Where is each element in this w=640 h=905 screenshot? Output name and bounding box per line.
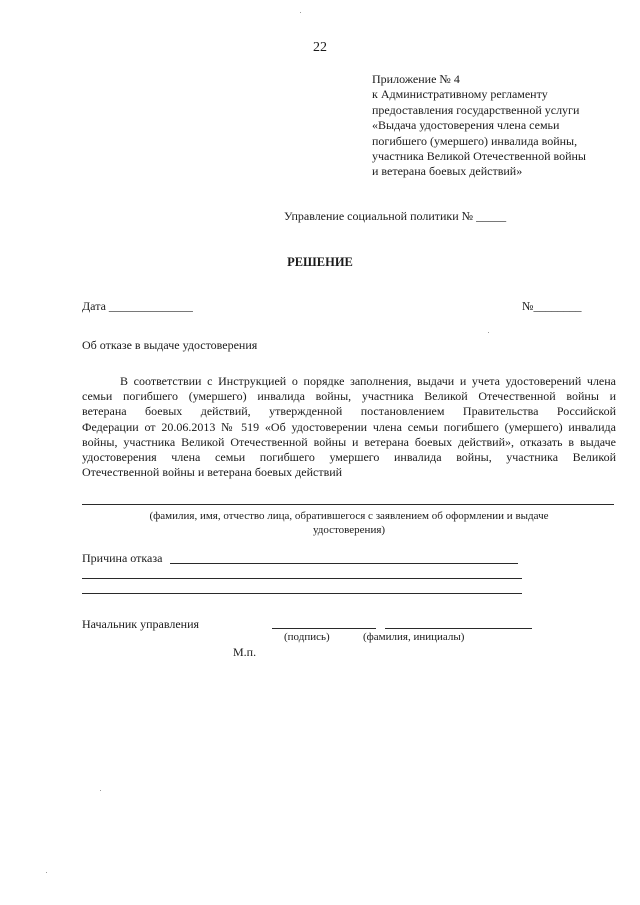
- applicant-name-caption: [82, 509, 616, 537]
- scan-speck: [300, 12, 301, 13]
- stamp-placeholder: М.п.: [233, 645, 257, 659]
- body-line: Отечественной войны и ветерана боевых действий: [82, 465, 343, 480]
- refusal-reason-label: Причина отказа: [82, 551, 163, 565]
- signature-line: [272, 628, 376, 629]
- scan-speck: [46, 872, 47, 873]
- appendix-line: предоставления государственной услуги: [372, 102, 580, 117]
- number-field: №________: [522, 299, 582, 313]
- signature-caption: (подпись): [284, 631, 330, 643]
- appendix-line: Приложение № 4: [372, 72, 460, 86]
- body-line: Федерации от 20.06.2013 № 519 «Об удостоверении члена семьи погибшего (умершего) инвалида: [82, 419, 616, 434]
- appendix-line: и ветерана боевых действий»: [372, 164, 523, 179]
- decision-body: [82, 374, 616, 480]
- caption-line: (фамилия, имя, отчество лица, обратившегося с заявлением об оформлении и выдаче: [149, 510, 549, 522]
- appendix-line: погибшего (умершего) инвалида войны,: [372, 133, 578, 148]
- applicant-name-line: [82, 504, 614, 505]
- date-field: Дата ______________: [82, 299, 193, 313]
- refusal-reason-line: [82, 593, 522, 594]
- body-line: В соответствии с Инструкцией о порядке заполнения, выдачи и учета удостоверений члена: [120, 374, 616, 388]
- department-line: Управление социальной политики № _____: [284, 209, 507, 223]
- scan-speck: [488, 332, 489, 333]
- refusal-reason-line: [170, 563, 518, 564]
- body-line: семьи погибшего (умершего) инвалида войны, участника Великой Отечественной войны и: [82, 389, 616, 404]
- decision-subject: Об отказе в выдаче удостоверения: [82, 338, 258, 352]
- body-line: удостоверения члена семьи погибшего умершего инвалида войны, участника Великой: [82, 450, 616, 465]
- body-line: войны, участника Великой Отечественной войны и ветерана боевых действий», отказать в выдаче: [82, 434, 616, 449]
- refusal-reason-line: [82, 578, 522, 579]
- scan-speck: [100, 790, 101, 791]
- appendix-line: к Административному регламенту: [372, 87, 548, 102]
- page-number: 22: [313, 40, 327, 55]
- name-initials-caption: (фамилия, инициалы): [363, 631, 465, 643]
- head-of-department-label: Начальник управления: [82, 617, 200, 631]
- name-initials-line: [385, 628, 532, 629]
- appendix-header: [372, 72, 622, 180]
- body-line: ветерана боевых действий, утвержденной постановлением Правительства Российской: [82, 404, 616, 419]
- appendix-line: «Выдача удостоверения члена семьи: [372, 118, 560, 133]
- caption-line: удостоверения): [312, 524, 386, 536]
- appendix-line: участника Великой Отечественной войны: [372, 149, 586, 164]
- document-title: РЕШЕНИЕ: [287, 255, 353, 269]
